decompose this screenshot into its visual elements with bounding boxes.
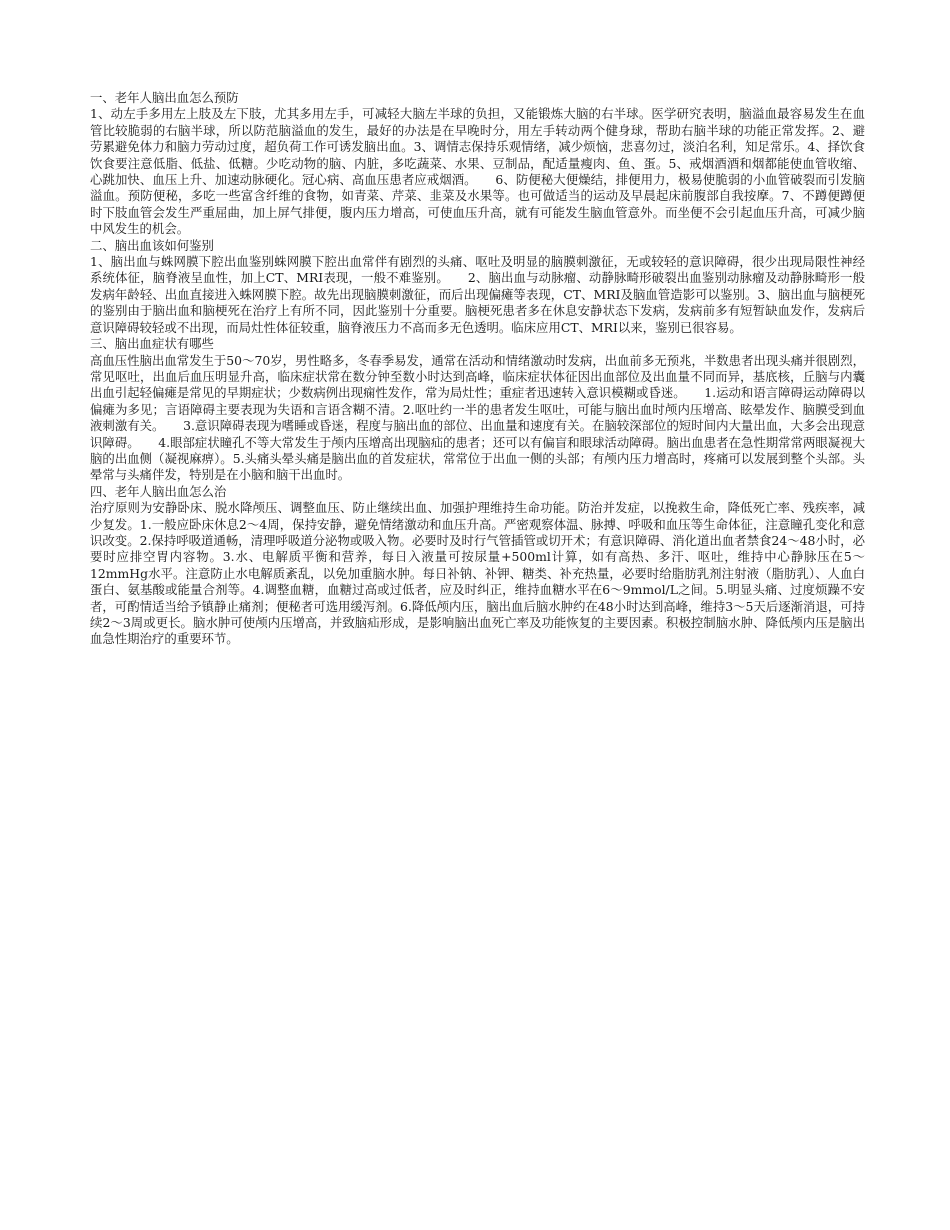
section-symptoms — [90, 336, 865, 484]
section-body: 1、脑出血与蛛网膜下腔出血鉴别蛛网膜下腔出血常伴有剧烈的头痛、呕吐及明显的脑膜刺激征，无或较轻的意识障碍，很少出现局限性神经系统体征，脑脊液呈血性，加上CT、MRI表现，一般不难鉴别。 2、脑出血与动脉瘤、动静脉畸形破裂出血鉴别动脉瘤及动静脉畸形一般发病年龄轻、出血直接进入蛛网膜下腔。故先出现脑膜刺激征，而后出现偏瘫等表现，CT、MRI及脑血管造影可以鉴别。3、脑出血与脑梗死的鉴别由于脑出血和脑梗死在治疗上有所不同，因此鉴别十分重要。脑梗死患者多在休息安静状态下发病，发病前多有短暂缺血发作，发病后意识障碍较轻或不出现，而局灶性体征较重，脑脊液压力不高而多无色透明。临床应用CT、MRI以来，鉴别已很容易。 — [90, 254, 865, 335]
section-differential-diagnosis — [90, 238, 865, 336]
section-heading: 一、老年人脑出血怎么预防 — [90, 90, 239, 105]
document-page — [90, 90, 865, 648]
section-heading: 四、老年人脑出血怎么治 — [90, 483, 227, 499]
section-prevention — [90, 90, 865, 238]
section-body: 治疗原则为安静卧床、脱水降颅压、调整血压、防止继续出血、加强护理维持生命功能。防治并发症，以挽救生命，降低死亡率、残疾率，减少复发。1.一般应卧床休息2～4周，保持安静，避免情绪激动和血压升高。严密观察体温、脉搏、呼吸和血压等生命体征，注意瞳孔变化和意识改变。2.保持呼吸道通畅，清理呼吸道分泌物或吸入物。必要时及时行气管插管或切开术；有意识障碍、消化道出血者禁食24～48小时，必要时应排空胃内容物。3.水、电解质平衡和营养，每日入液量可按尿量+500ml计算，如有高热、多汗、呕吐，维持中心静脉压在5～12mmHg水平。注意防止水电解质紊乱，以免加重脑水肿。每日补钠、补钾、糖类、补充热量，必要时给脂肪乳剂注射液（脂肪乳）、人血白蛋白、氨基酸或能量合剂等。4.调整血糖，血糖过高或过低者，应及时纠正，维持血糖水平在6～9mmol/L之间。5.明显头痛、过度烦躁不安者，可酌情适当给予镇静止痛剂；便秘者可选用缓泻剂。6.降低颅内压，脑出血后脑水肿约在48小时达到高峰，维持3～5天后逐渐消退，可持续2～3周或更长。脑水肿可使颅内压增高，并致脑疝形成，是影响脑出血死亡率及功能恢复的主要因素。积极控制脑水肿、降低颅内压是脑出血急性期治疗的重要环节。 — [90, 500, 865, 647]
section-body: 1、动左手多用左上肢及左下肢，尤其多用左手，可减轻大脑左半球的负担，又能锻炼大脑的右半球。医学研究表明，脑溢血最容易发生在血管比较脆弱的右脑半球，所以防范脑溢血的发生，最好的办法是在早晚时分，用左手转动两个健身球，帮助右脑半球的功能正常发挥。2、避劳累避免体力和脑力劳动过度，超负荷工作可诱发脑出血。3、调情志保持乐观情绪，减少烦恼，悲喜勿过，淡泊名利，知足常乐。4、择饮食饮食要注意低脂、低盐、低糖。少吃动物的脑、内脏，多吃蔬菜、水果、豆制品，配适量瘦肉、鱼、蛋。5、戒烟酒酒和烟都能使血管收缩、心跳加快、血压上升、加速动脉硬化。冠心病、高血压患者应戒烟酒。 6、防便秘大便燥结，排便用力，极易使脆弱的小血管破裂而引发脑溢血。预防便秘，多吃一些富含纤维的食物，如青菜、芹菜、韭菜及水果等。也可做适当的运动及早晨起床前腹部自我按摩。7、不蹲便蹲便时下肢血管会发生严重屈曲，加上屏气排便，腹内压力增高，可使血压升高，就有可能发生脑血管意外。而坐便不会引起血压升高，可减少脑中风发生的机会。 — [90, 106, 865, 237]
section-treatment — [90, 484, 865, 648]
section-body: 高血压性脑出血常发生于50～70岁，男性略多，冬春季易发，通常在活动和情绪激动时发病，出血前多无预兆，半数患者出现头痛并很剧烈，常见呕吐，出血后血压明显升高，临床症状常在数分钟至数小时达到高峰，临床症状体征因出血部位及出血量不同而异，基底核，丘脑与内囊出血引起轻偏瘫是常见的早期症状；少数病例出现痫性发作，常为局灶性；重症者迅速转入意识模糊或昏迷。 1.运动和语言障碍运动障碍以偏瘫为多见；言语障碍主要表现为失语和言语含糊不清。2.呕吐约一半的患者发生呕吐，可能与脑出血时颅内压增高、眩晕发作、脑膜受到血液刺激有关。 3.意识障碍表现为嗜睡或昏迷，程度与脑出血的部位、出血量和速度有关。在脑较深部位的短时间内大量出血，大多会出现意识障碍。 4.眼部症状瞳孔不等大常发生于颅内压增高出现脑疝的患者；还可以有偏盲和眼球活动障碍。脑出血患者在急性期常常两眼凝视大脑的出血侧（凝视麻痹）。5.头痛头晕头痛是脑出血的首发症状，常常位于出血一侧的头部；有颅内压力增高时，疼痛可以发展到整个头部。头晕常与头痛伴发，特别是在小脑和脑干出血时。 — [90, 352, 865, 483]
section-heading: 三、脑出血症状有哪些 — [90, 336, 214, 352]
section-heading: 二、脑出血该如何鉴别 — [90, 237, 214, 253]
